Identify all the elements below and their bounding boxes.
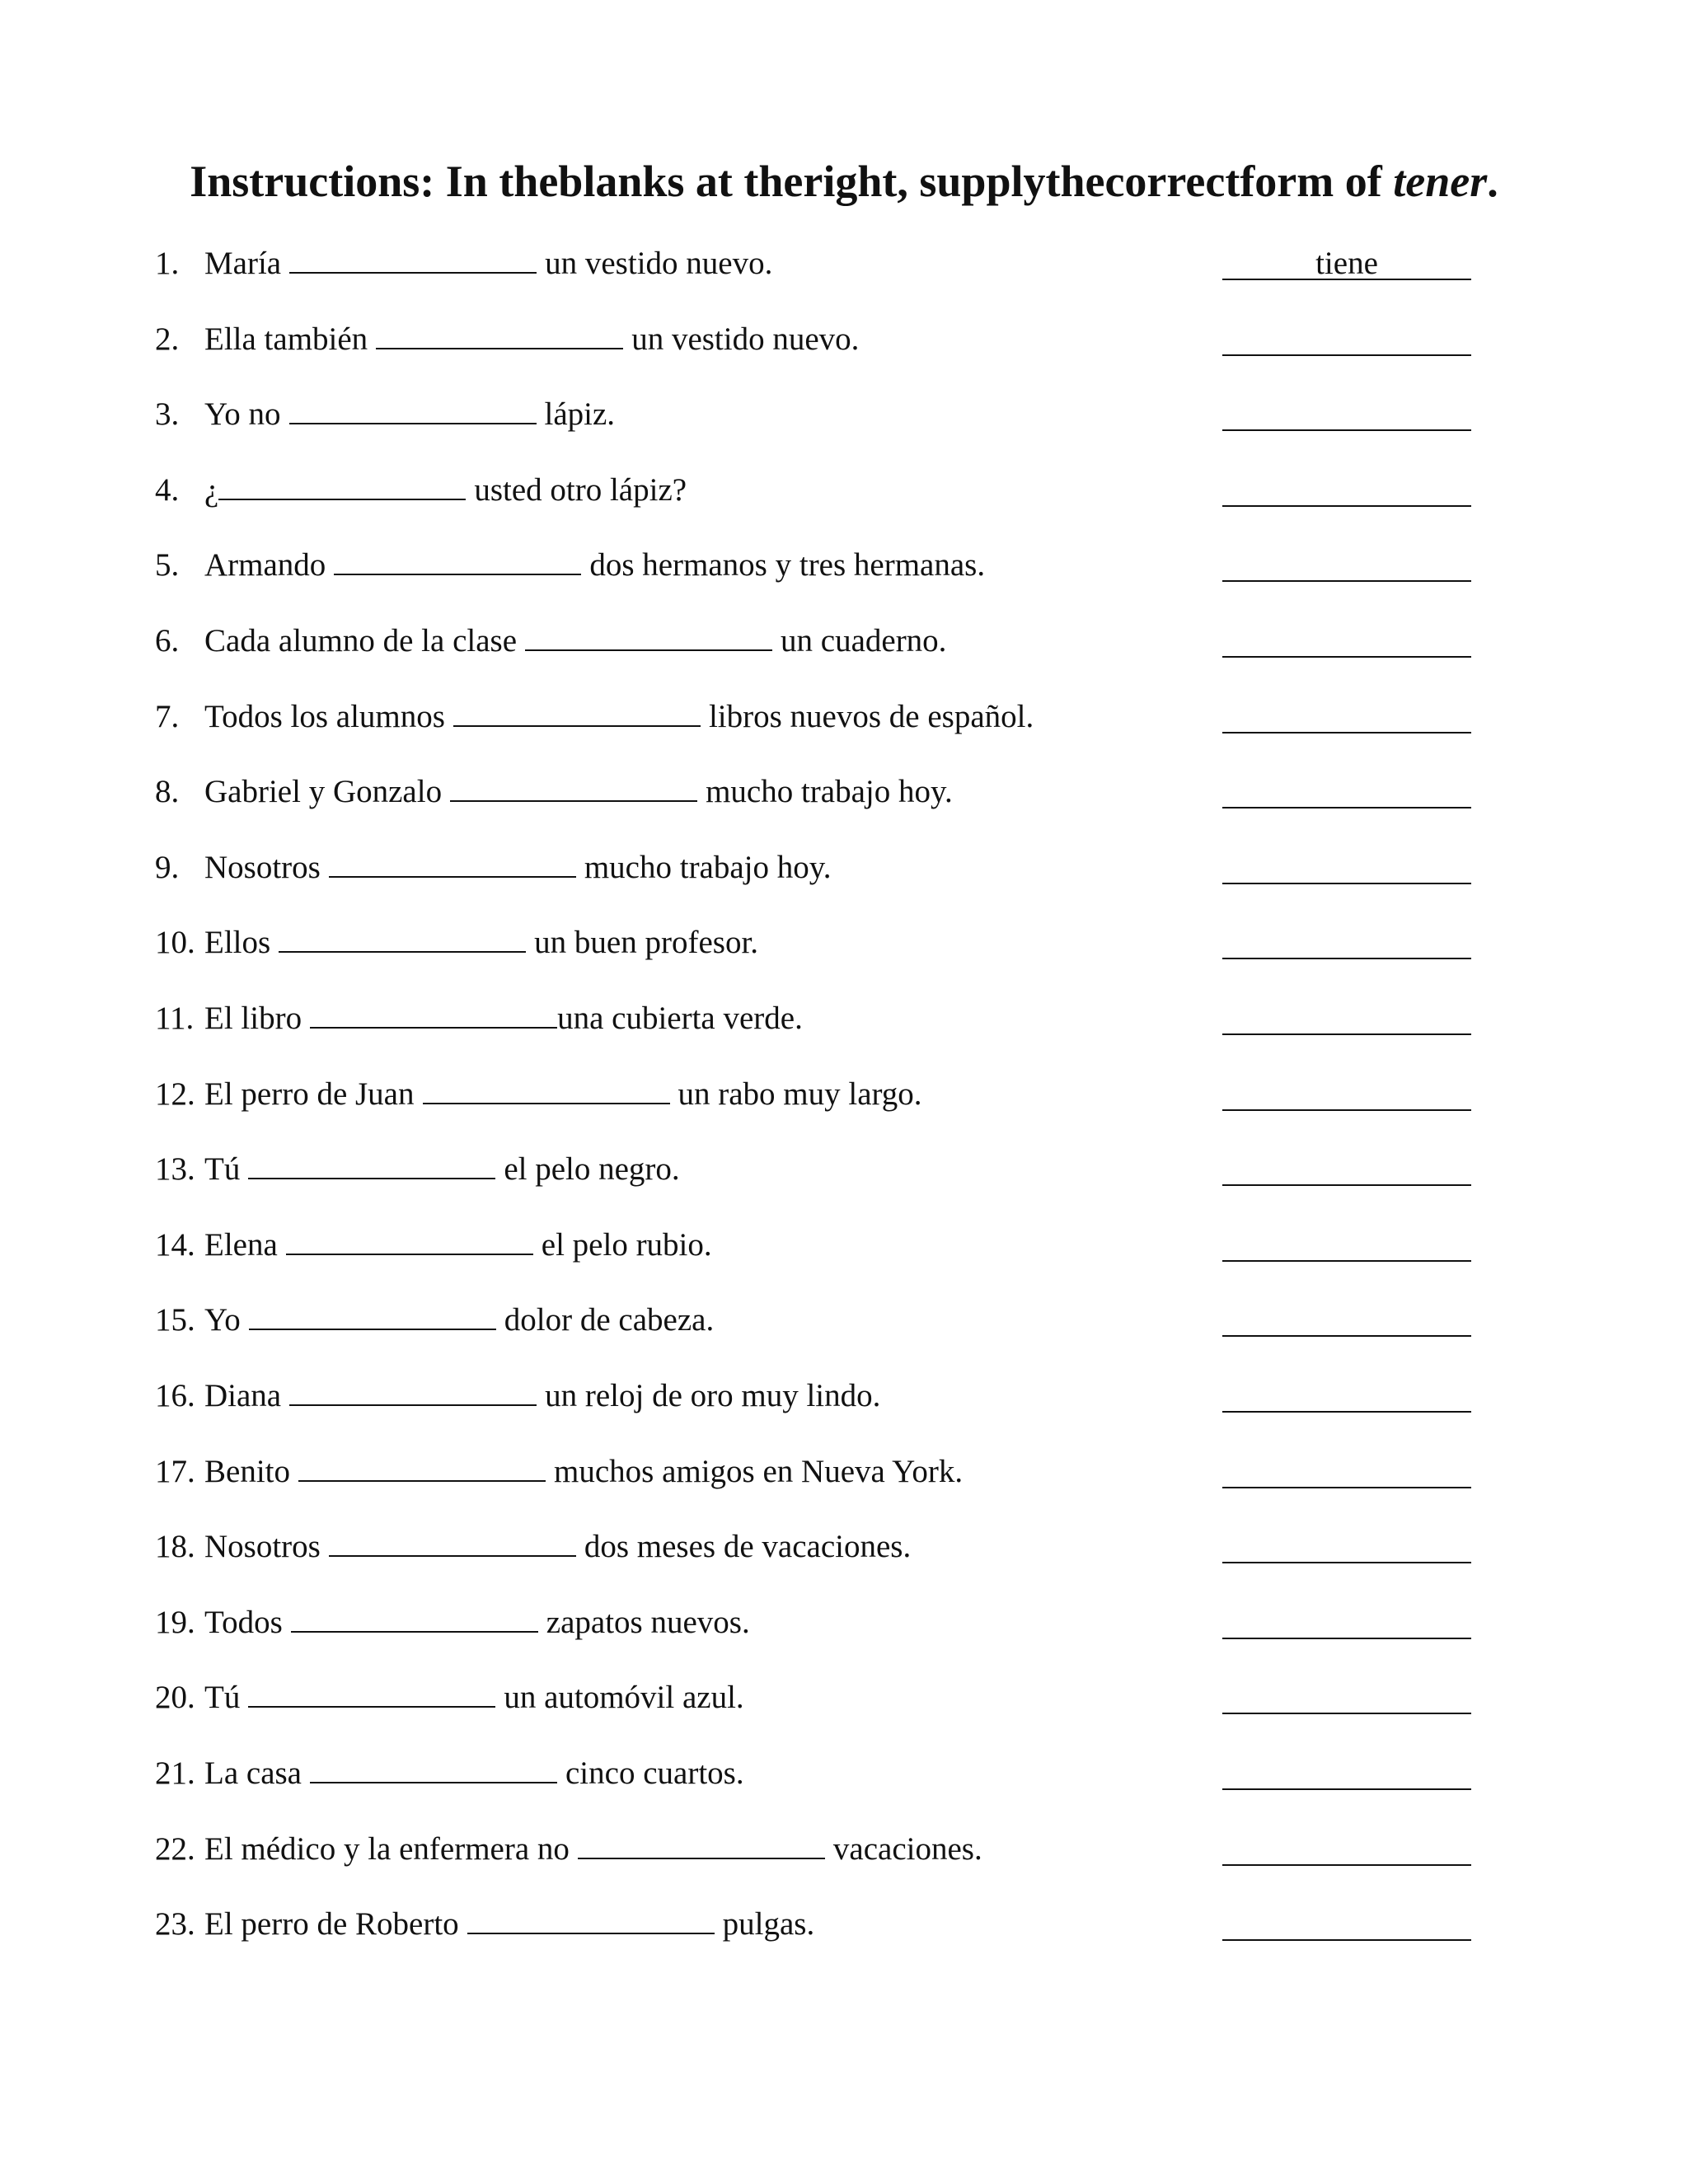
answer-blank[interactable]	[1222, 1221, 1471, 1262]
sentence-start: Ellos	[204, 925, 271, 960]
exercise-item	[0, 1145, 1688, 1194]
exercise-item	[0, 466, 1688, 515]
inline-blank	[376, 318, 623, 349]
item-sentence	[204, 315, 859, 364]
item-number: 16.	[155, 1378, 195, 1413]
item-number: 15.	[155, 1302, 195, 1338]
inline-blank	[248, 1148, 495, 1179]
sentence-start: Elena	[204, 1227, 278, 1263]
item-sentence	[204, 1673, 744, 1722]
item-number: 13.	[155, 1151, 195, 1187]
sentence-start: Benito	[204, 1454, 290, 1489]
sentence-start: El médico y la enfermera no	[204, 1831, 570, 1867]
exercise-item	[0, 843, 1688, 893]
answer-blank[interactable]	[1222, 1070, 1471, 1111]
sentence-start: Cada alumno de la clase	[204, 623, 518, 658]
inline-blank	[218, 469, 466, 500]
exercise-item	[0, 315, 1688, 364]
exercise-item	[0, 994, 1688, 1043]
sentence-end: un vestido nuevo.	[545, 246, 773, 281]
inline-blank	[289, 242, 537, 274]
sentence-start: Gabriel y Gonzalo	[204, 774, 443, 809]
exercise-item	[0, 390, 1688, 439]
exercise-item	[0, 918, 1688, 968]
item-sentence	[204, 1296, 714, 1345]
item-sentence	[204, 1447, 963, 1497]
sentence-end: muchos amigos en Nueva York.	[554, 1454, 964, 1489]
item-sentence	[204, 1522, 911, 1572]
inline-blank	[249, 1299, 496, 1330]
sentence-start: Nosotros	[204, 1529, 321, 1564]
answer-blank[interactable]	[1222, 1522, 1471, 1563]
inline-blank	[453, 696, 701, 727]
exercise-item	[0, 1070, 1688, 1119]
sentence-start: Ella también	[204, 321, 368, 357]
sentence-end: un buen profesor.	[534, 925, 759, 960]
item-number: 17.	[155, 1454, 195, 1489]
exercise-item	[0, 1221, 1688, 1270]
inline-blank	[467, 1903, 715, 1934]
item-sentence	[204, 692, 1034, 742]
sentence-end: dos meses de vacaciones.	[584, 1529, 912, 1564]
answer-blank[interactable]	[1222, 1145, 1471, 1186]
answer-blank[interactable]: tiene	[1222, 239, 1471, 280]
sentence-start: Diana	[204, 1378, 282, 1413]
sentence-start: Yo	[204, 1302, 241, 1338]
item-number: 2.	[155, 321, 180, 357]
sentence-end: dolor de cabeza.	[504, 1302, 715, 1338]
item-number: 7.	[155, 699, 180, 734]
inline-blank	[310, 1752, 557, 1783]
exercise-item	[0, 1447, 1688, 1497]
item-sentence	[204, 1825, 982, 1874]
sentence-end: un reloj de oro muy lindo.	[545, 1378, 881, 1413]
inline-blank	[279, 921, 526, 953]
answer-blank[interactable]	[1222, 994, 1471, 1035]
exercise-item	[0, 767, 1688, 817]
inline-blank	[578, 1828, 825, 1859]
answer-blank[interactable]	[1222, 390, 1471, 431]
title-verb: tener	[1393, 157, 1488, 206]
sentence-end: una cubierta verde.	[557, 1001, 803, 1036]
sentence-end: el pelo rubio.	[541, 1227, 712, 1263]
sentence-start: El libro	[204, 1001, 302, 1036]
item-number: 1.	[155, 246, 180, 281]
item-sentence	[204, 239, 772, 288]
sentence-start: Todos	[204, 1605, 283, 1640]
answer-blank[interactable]	[1222, 466, 1471, 507]
sentence-end: cinco cuartos.	[565, 1755, 744, 1791]
title-instructions: Instructions: In theblanks at theright, supplythecorrectform of	[190, 157, 1394, 206]
item-number: 10.	[155, 925, 195, 960]
exercise-item	[0, 692, 1688, 742]
sentence-start: Armando	[204, 547, 326, 583]
sentence-end: lápiz.	[544, 396, 616, 432]
sentence-end: un vestido nuevo.	[631, 321, 860, 357]
exercise-item	[0, 239, 1688, 288]
answer-blank[interactable]	[1222, 1371, 1471, 1413]
sentence-end: pulgas.	[722, 1906, 815, 1942]
item-number: 14.	[155, 1227, 195, 1263]
item-sentence	[204, 1598, 750, 1647]
sentence-end: mucho trabajo hoy.	[584, 850, 832, 885]
exercise-item	[0, 1296, 1688, 1345]
answer-blank[interactable]	[1222, 843, 1471, 884]
item-number: 4.	[155, 472, 180, 508]
inline-blank	[329, 1526, 576, 1557]
item-number: 5.	[155, 547, 180, 583]
inline-blank	[423, 1073, 670, 1104]
sentence-start: María	[204, 246, 282, 281]
item-number: 18.	[155, 1529, 195, 1564]
sentence-end: un cuaderno.	[781, 623, 947, 658]
answer-blank[interactable]	[1222, 541, 1471, 582]
sentence-end: libros nuevos de español.	[708, 699, 1034, 734]
item-sentence	[204, 843, 832, 893]
title-period: .	[1487, 157, 1498, 206]
inline-blank	[289, 393, 537, 424]
item-number: 19.	[155, 1605, 195, 1640]
sentence-end: vacaciones.	[832, 1831, 982, 1867]
answer-blank[interactable]	[1222, 1825, 1471, 1866]
exercise-item	[0, 1371, 1688, 1421]
item-sentence	[204, 1900, 814, 1949]
inline-blank	[291, 1601, 538, 1633]
answer-blank[interactable]	[1222, 1749, 1471, 1790]
answer-blank[interactable]	[1222, 918, 1471, 959]
inline-blank	[289, 1375, 537, 1406]
sentence-start: Yo no	[204, 396, 281, 432]
exercise-item	[0, 1673, 1688, 1722]
item-number: 6.	[155, 623, 180, 658]
exercise-item	[0, 1749, 1688, 1798]
answer-blank[interactable]	[1222, 1673, 1471, 1714]
sentence-end: usted otro lápiz?	[474, 472, 687, 508]
exercise-item	[0, 1522, 1688, 1572]
answer-blank[interactable]	[1222, 616, 1471, 658]
sentence-end: un rabo muy largo.	[678, 1076, 922, 1112]
answer-blank[interactable]	[1222, 315, 1471, 356]
item-sentence	[204, 1749, 744, 1798]
exercise-item	[0, 1900, 1688, 1949]
item-number: 12.	[155, 1076, 195, 1112]
sentence-start: El perro de Juan	[204, 1076, 415, 1112]
item-number: 11.	[155, 1001, 195, 1036]
item-sentence	[204, 390, 615, 439]
sentence-end: mucho trabajo hoy.	[706, 774, 953, 809]
inline-blank	[334, 544, 581, 575]
sentence-start: El perro de Roberto	[204, 1906, 459, 1942]
answer-blank[interactable]	[1222, 1900, 1471, 1941]
exercise-item	[0, 541, 1688, 590]
item-number: 23.	[155, 1906, 195, 1942]
item-sentence	[204, 994, 803, 1043]
sentence-start: Tú	[204, 1680, 241, 1715]
item-sentence	[204, 1221, 712, 1270]
item-sentence	[204, 616, 946, 666]
sentence-start: Tú	[204, 1151, 241, 1187]
inline-blank	[310, 997, 557, 1029]
inline-blank	[286, 1224, 533, 1255]
exercise-item	[0, 1598, 1688, 1647]
sentence-start: La casa	[204, 1755, 302, 1791]
item-sentence	[204, 1145, 680, 1194]
answer-blank[interactable]	[1222, 1598, 1471, 1639]
item-sentence	[204, 1371, 880, 1421]
sentence-end: zapatos nuevos.	[546, 1605, 750, 1640]
answer-blank[interactable]	[1222, 1447, 1471, 1488]
inline-blank	[329, 846, 576, 878]
item-number: 8.	[155, 774, 180, 809]
item-number: 21.	[155, 1755, 195, 1791]
answer-blank[interactable]	[1222, 767, 1471, 808]
item-sentence	[204, 466, 687, 515]
item-number: 20.	[155, 1680, 195, 1715]
exercise-item	[0, 1825, 1688, 1874]
answer-blank[interactable]	[1222, 692, 1471, 733]
exercise-item	[0, 616, 1688, 666]
answer-blank[interactable]	[1222, 1296, 1471, 1337]
item-sentence	[204, 541, 985, 590]
sentence-end: el pelo negro.	[504, 1151, 680, 1187]
item-number: 22.	[155, 1831, 195, 1867]
sentence-end: un automóvil azul.	[504, 1680, 744, 1715]
sentence-start: ¿	[204, 472, 219, 508]
inline-blank	[248, 1676, 495, 1708]
item-number: 9.	[155, 850, 180, 885]
sentence-start: Todos los alumnos	[204, 699, 445, 734]
inline-blank	[450, 771, 697, 802]
item-sentence	[204, 767, 953, 817]
sentence-end: dos hermanos y tres hermanas.	[589, 547, 986, 583]
inline-blank	[298, 1451, 546, 1482]
item-sentence	[204, 1070, 922, 1119]
inline-blank	[525, 620, 772, 651]
item-number: 3.	[155, 396, 180, 432]
item-sentence	[204, 918, 758, 968]
sentence-start: Nosotros	[204, 850, 321, 885]
